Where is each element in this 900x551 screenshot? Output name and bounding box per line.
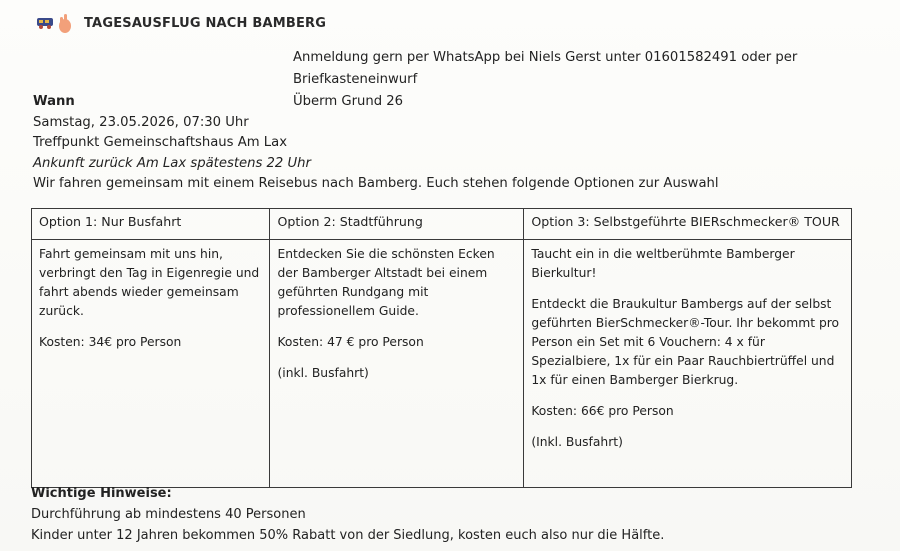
option-3-text: Entdeckt die Braukultur Bambergs auf der selbst geführten BierSchmecker®-Tour. Ihr bekommt pro Person ein Set mit 6 Vouchern: 4 x für Spezialbiere, 1x für ein Paar Rauchbiertrüffel und 1x für einen Bamberger Bierkrug. bbox=[531, 297, 840, 387]
bus-icon bbox=[36, 16, 54, 30]
option-3-title: Option 3: Selbstgeführte BIERschmecker® TOUR bbox=[524, 209, 852, 240]
options-table bbox=[31, 208, 852, 488]
option-3-cost: Kosten: 66€ pro Person bbox=[531, 404, 674, 418]
option-2-title: Option 2: Stadtführung bbox=[270, 209, 524, 240]
option-2-note: (inkl. Busfahrt) bbox=[277, 366, 369, 380]
notes-heading: Wichtige Hinweise: bbox=[31, 486, 172, 501]
option-1-text: Fahrt gemeinsam mit uns hin, verbringt den Tag in Eigenregie und fahrt abends wieder gemeinsam zurück. bbox=[39, 247, 260, 318]
option-1-description bbox=[32, 240, 270, 488]
options-header-row bbox=[32, 209, 852, 240]
option-1-cost: Kosten: 34€ pro Person bbox=[39, 335, 182, 349]
signup-line-1: Anmeldung gern per WhatsApp bei Niels Gerst unter 01601582491 oder per Briefkasteneinwurf bbox=[293, 50, 798, 87]
option-1-title: Option 1: Nur Busfahrt bbox=[32, 209, 270, 240]
option-2-cost: Kosten: 47 € pro Person bbox=[277, 335, 424, 349]
when-heading: Wann bbox=[33, 94, 75, 109]
trip-date: Samstag, 23.05.2026, 07:30 Uhr bbox=[33, 114, 249, 130]
option-3-intro: Taucht ein in die weltberühmte Bamberger Bierkultur! bbox=[531, 247, 795, 280]
hand-icon bbox=[56, 12, 74, 34]
option-2-text: Entdecken Sie die schönsten Ecken der Bamberger Altstadt bei einem geführten Rundgang mit professionellem Guide. bbox=[277, 247, 495, 318]
note-children-discount: Kinder unter 12 Jahren bekommen 50% Rabatt von der Siedlung, kosten euch also nur die Hälfte. bbox=[31, 528, 665, 543]
page-title: TAGESAUSFLUG NACH BAMBERG bbox=[84, 15, 327, 31]
meeting-point: Treffpunkt Gemeinschaftshaus Am Lax bbox=[33, 135, 288, 150]
note-minimum-participants: Durchführung ab mindestens 40 Personen bbox=[31, 507, 306, 522]
trip-intro: Wir fahren gemeinsam mit einem Reisebus nach Bamberg. Euch stehen folgende Optionen zur Auswahl bbox=[33, 176, 719, 191]
signup-line-2: Überm Grund 26 bbox=[293, 94, 404, 109]
when-section bbox=[33, 92, 863, 195]
option-2-description bbox=[270, 240, 524, 488]
return-time: Ankunft zurück Am Lax spätestens 22 Uhr bbox=[33, 155, 311, 171]
option-3-description bbox=[524, 240, 852, 488]
header bbox=[36, 12, 326, 34]
option-3-note: (Inkl. Busfahrt) bbox=[531, 435, 623, 449]
important-notes bbox=[31, 483, 664, 546]
header-icons bbox=[36, 12, 76, 34]
options-body-row bbox=[32, 240, 852, 488]
